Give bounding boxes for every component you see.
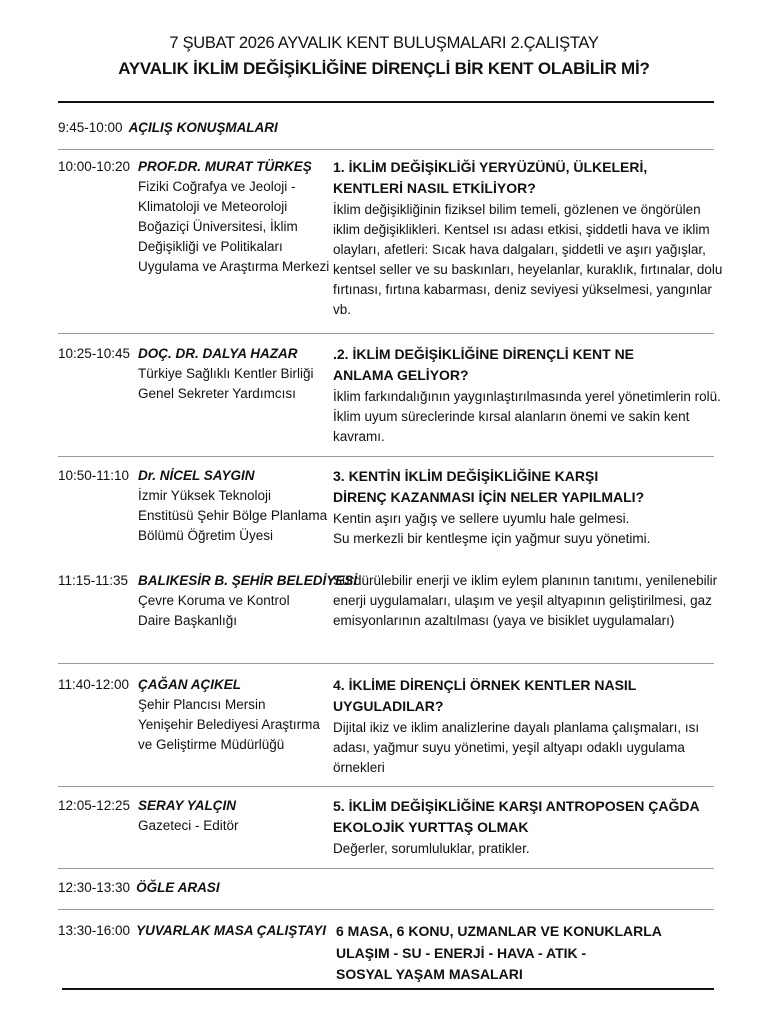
session-topic [333, 796, 723, 859]
topic-description: Kentin aşırı yağış ve sellere uyumlu hale gelmesi. Su merkezli bir kentleşme için yağmur suyu yönetimi. [333, 511, 651, 546]
speaker-name: DOÇ. DR. DALYA HAZAR [138, 346, 298, 361]
session-time: 11:15-11:35 [58, 573, 129, 588]
header-divider [58, 101, 714, 103]
topic-description: Sürdürülebilir enerji ve iklim eylem planının tanıtımı, yenilenebilir enerji uygulamaları, ulaşım ve yeşil altyapının geliştirilmesi, gaz emisyonlarının azaltılması (yaya ve bisiklet uygulamaları) [333, 573, 718, 628]
speaker-name: SERAY YALÇIN [138, 798, 237, 813]
row-divider [58, 149, 714, 150]
speaker-affiliation: Şehir Plancısı Mersin Yenişehir Belediyesi Araştırma ve Geliştirme Müdürlüğü [138, 697, 320, 752]
topic-description: Değerler, sorumluluklar, pratikler. [333, 841, 530, 856]
session-time: 11:40-12:00 [58, 677, 130, 692]
roundtable-line-2: ULAŞIM - SU - ENERJİ - HAVA - ATIK - [336, 945, 587, 961]
lunch-label: ÖĞLE ARASI [136, 880, 220, 895]
roundtable-topic [336, 921, 726, 985]
speaker-affiliation: Gazeteci - Editör [138, 818, 239, 833]
speaker-affiliation: Fiziki Coğrafya ve Jeoloji - Klimatoloji ve Meteoroloji Boğaziçi Üniversitesi, İklim Değişikliği ve Politikaları Uygulama ve Araştırma Merkezi [138, 179, 330, 274]
topic-title: 4. İKLİME DİRENÇLİ ÖRNEK KENTLER NASIL UYGULADILAR? [333, 677, 637, 714]
event-date-title: 7 ŞUBAT 2026 AYVALIK KENT BULUŞMALARI 2.ÇALIŞTAY [169, 34, 599, 52]
session-topic [333, 466, 723, 549]
speaker-affiliation: İzmir Yüksek Teknoloji Enstitüsü Şehir Bölge Planlama Bölümü Öğretim Üyesi [138, 488, 328, 543]
roundtable-line-3: SOSYAL YAŞAM MASALARI [336, 966, 523, 982]
session-time: 10:25-10:45 [58, 346, 131, 361]
footer-divider [62, 988, 714, 990]
row-divider [58, 663, 714, 664]
session-speaker [138, 571, 358, 631]
session-speaker [138, 675, 333, 755]
row-divider [58, 786, 714, 787]
opening-time: 9:45-10:00 [58, 120, 123, 135]
speaker-name: BALIKESİR B. ŞEHİR BELEDİYESİ [138, 573, 358, 588]
topic-title: 5. İKLİM DEĞİŞİKLİĞİNE KARŞI ANTROPOSEN ÇAĞDA EKOLOJİK YURTTAŞ OLMAK [333, 798, 700, 835]
session-speaker [138, 157, 333, 277]
topic-description: İklim farkındalığının yaygınlaştırılmasında yerel yönetimlerin rolü. İklim uyum süreclerinde kırsal alanların önemi ve sakin kent kavramı. [333, 389, 721, 444]
session-topic [333, 344, 723, 447]
event-main-title: AYVALIK İKLİM DEĞİŞİKLİĞİNE DİRENÇLİ BİR KENT OLABİLİR Mİ? [118, 59, 650, 78]
row-divider [58, 868, 714, 869]
speaker-name: Dr. NİCEL SAYGIN [138, 468, 255, 483]
session-speaker [138, 466, 333, 546]
session-time: 12:05-12:25 [58, 798, 131, 813]
session-topic [333, 157, 723, 320]
page-header [0, 34, 768, 79]
topic-title: .2. İKLİM DEĞİŞİKLİĞİNE DİRENÇLİ KENT NE ANLAMA GELİYOR? [333, 346, 635, 383]
session-speaker [138, 344, 333, 404]
row-divider [58, 456, 714, 457]
topic-title: 3. KENTİN İKLİM DEĞİŞİKLİĞİNE KARŞI DİRENÇ KAZANMASI İÇİN NELER YAPILMALI? [333, 468, 645, 505]
row-divider [58, 909, 714, 910]
opening-label: AÇILIŞ KONUŞMALARI [128, 120, 278, 135]
session-topic [333, 675, 723, 778]
session-time: 10:00-10:20 [58, 159, 131, 174]
topic-description: Dijital ikiz ve iklim analizlerine dayalı planlama çalışmaları, ısı adası, yağmur suyu yönetimi, yeşil altyapı odaklı uygulama örnekleri [333, 720, 700, 775]
session-time: 10:50-11:10 [58, 468, 130, 483]
topic-title: 1. İKLİM DEĞİŞİKLİĞİ YERYÜZÜNÜ, ÜLKELERİ, KENTLERİ NASIL ETKİLİYOR? [333, 159, 648, 196]
roundtable-time: 13:30-16:00 [58, 923, 131, 938]
speaker-name: ÇAĞAN AÇIKEL [138, 677, 241, 692]
topic-description: İklim değişikliğinin fiziksel bilim temeli, gözlenen ve öngörülen iklim değişiklikleri. Kentsel ısı adası etkisi, şiddetli hava ve iklim olayları, afetleri: Sıcak hava dalgaları, şiddetli ve aşırı yağışlar, kentsel seller ve su baskınları, heyelanlar, kuraklık, fırtınalar, dolu fırtınası, fırtına kabarması, deniz seviyesi yükselmesi, yangınlar vb. [333, 202, 723, 317]
speaker-affiliation: Çevre Koruma ve Kontrol Daire Başkanlığı [138, 593, 290, 628]
speaker-name: PROF.DR. MURAT TÜRKEŞ [138, 159, 312, 174]
roundtable-line-1: 6 MASA, 6 KONU, UZMANLAR VE KONUKLARLA [336, 923, 662, 939]
roundtable-label: YUVARLAK MASA ÇALIŞTAYI [136, 923, 327, 938]
speaker-affiliation: Türkiye Sağlıklı Kentler Birliği Genel Sekreter Yardımcısı [138, 366, 314, 401]
session-topic [333, 571, 723, 631]
lunch-time: 12:30-13:30 [58, 880, 131, 895]
session-speaker [138, 796, 333, 836]
row-divider [58, 333, 714, 334]
